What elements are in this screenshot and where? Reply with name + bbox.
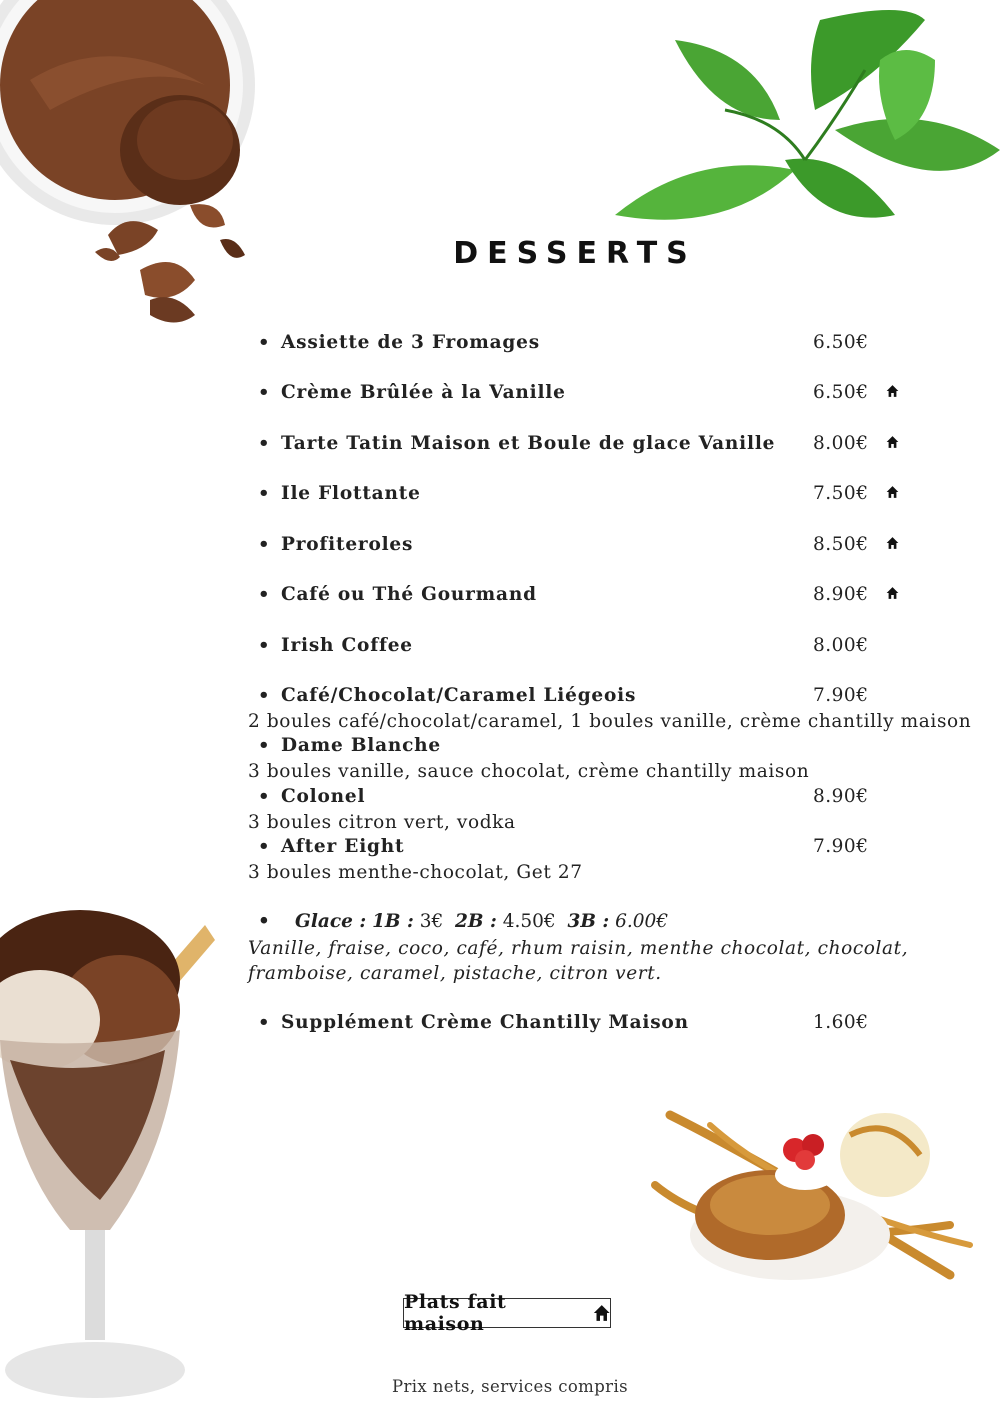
bullet: • [258, 584, 270, 605]
homemade-legend [403, 1291, 611, 1335]
glace-3b-price: 6.00€ [615, 911, 669, 932]
bullet: • [258, 786, 270, 807]
item-name: After Eight [281, 836, 405, 857]
menu-item [258, 635, 918, 665]
chocolate-mousse-image [0, 0, 280, 350]
bullet: • [258, 635, 270, 656]
item-name: Ile Flottante [281, 483, 421, 504]
house-icon [886, 536, 899, 550]
glace-1b-label: 1B : [372, 911, 414, 932]
item-price: 7.90€ [813, 685, 869, 706]
menu-item [258, 534, 918, 564]
bullet: • [258, 433, 270, 454]
supplement-name: Supplément Crème Chantilly Maison [281, 1012, 689, 1033]
glace-label: Glace : [295, 911, 367, 932]
item-price: 7.50€ [813, 483, 869, 504]
tarte-tatin-image [650, 1105, 980, 1290]
menu-item [258, 382, 918, 412]
house-icon [593, 1304, 610, 1322]
bullet: • [258, 735, 270, 756]
item-description: 2 boules café/chocolat/caramel, 1 boules vanille, crème chantilly maison [248, 711, 972, 732]
item-price: 8.90€ [813, 584, 869, 605]
bullet: • [258, 685, 270, 706]
item-name: Dame Blanche [281, 735, 442, 756]
price-note: Prix nets, services compris [391, 1377, 629, 1396]
glace-2b-price: 4.50€ [502, 911, 556, 932]
legend-label: Plats fait maison [404, 1291, 507, 1335]
item-description: 3 boules menthe-chocolat, Get 27 [248, 862, 583, 883]
menu-item [258, 433, 918, 463]
item-name: Assiette de 3 Fromages [281, 332, 540, 353]
item-description: 3 boules vanille, sauce chocolat, crème chantilly maison [248, 761, 810, 782]
bullet: • [258, 332, 270, 353]
item-name: Café ou Thé Gourmand [281, 584, 537, 605]
house-icon [886, 485, 899, 499]
glace-3b-label: 3B : [567, 911, 610, 932]
menu-item [258, 332, 918, 362]
item-price: 7.90€ [813, 836, 869, 857]
supplement-price: 1.60€ [813, 1012, 869, 1033]
bullet: • [258, 836, 270, 857]
supplement-row [258, 1012, 918, 1042]
item-name: Café/Chocolat/Caramel Liégeois [281, 685, 637, 706]
glace-1b-price: 3€ [419, 911, 444, 932]
item-price: 8.50€ [813, 534, 869, 555]
glace-2b-label: 2B : [455, 911, 497, 932]
chocolate-sundae-image [0, 900, 215, 1414]
house-icon [886, 586, 899, 600]
bullet: • [258, 382, 270, 403]
item-description: 3 boules citron vert, vodka [248, 812, 516, 833]
item-price: 8.00€ [813, 635, 869, 656]
house-icon [886, 435, 899, 449]
item-price: 8.00€ [813, 433, 869, 454]
item-price: 6.50€ [813, 382, 869, 403]
item-price: 8.90€ [813, 786, 869, 807]
item-price: 6.50€ [813, 332, 869, 353]
bullet: • [258, 483, 270, 504]
glace-flavors: Vanille, fraise, coco, café, rhum raisin, menthe chocolat, chocolat, framboise, caramel, pistache, citron vert. [248, 938, 909, 984]
bullet: • [258, 534, 270, 555]
item-name: Crème Brûlée à la Vanille [281, 382, 566, 403]
item-name: Profiteroles [281, 534, 414, 555]
bullet: • [258, 1012, 270, 1033]
item-name: Irish Coffee [281, 635, 413, 656]
item-name: Colonel [281, 786, 366, 807]
menu-item [258, 483, 918, 513]
page-title: DESSERTS [453, 236, 697, 271]
mint-leaves-image [605, 0, 1000, 240]
menu-item [258, 584, 918, 614]
house-icon [886, 384, 899, 398]
item-name: Tarte Tatin Maison et Boule de glace Vanille [281, 433, 776, 454]
bullet: • [258, 911, 290, 932]
glace-row [258, 911, 668, 932]
